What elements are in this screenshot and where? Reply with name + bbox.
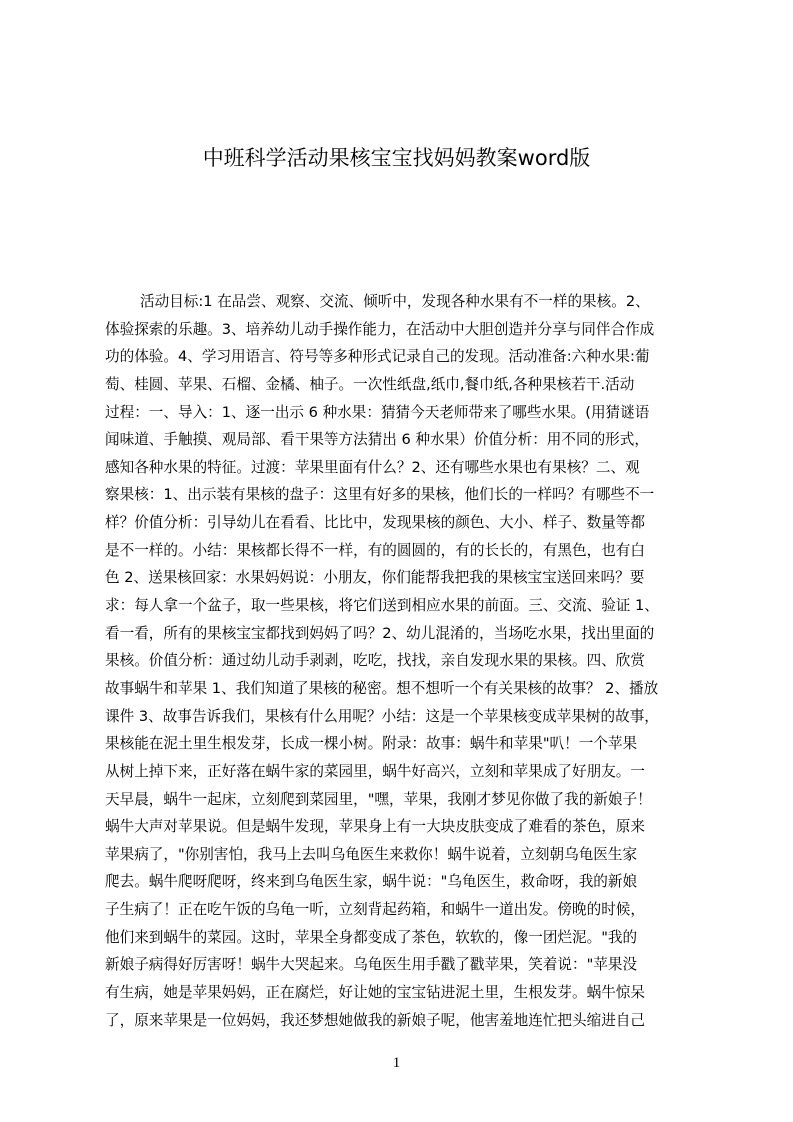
page-number: 1 [392, 1055, 401, 1071]
text-line: 他们来到蜗牛的菜园。这时，苹果全身都变成了茶色，软软的，像一团烂泥。"我的 [105, 928, 638, 946]
text-line: 故事蜗牛和苹果 1、我们知道了果核的秘密。想不想听一个有关果核的故事？ 2、播放 [105, 679, 659, 697]
text-line: 功的体验。4、学习用语言、符号等多种形式记录自己的发现。活动准备:六种水果:葡 [105, 348, 650, 366]
text-line: 蜗牛大声对苹果说。但是蜗牛发现，苹果身上有一大块皮肤变成了难看的茶色，原来 [105, 818, 645, 836]
text-line: 新娘子病得好厉害呀！蜗牛大哭起来。乌龟医生用手戳了戳苹果，笑着说："苹果没 [105, 956, 638, 974]
text-line: 果核。价值分析：通过幼儿动手剥剥，吃吃，找找，亲自发现水果的果核。四、欣赏 [105, 652, 645, 670]
text-line: 求：每人拿一个盆子，取一些果核，将它们送到相应水果的前面。三、交流、验证 1、 [105, 597, 659, 615]
text-line: 体验探索的乐趣。3、培养幼儿动手操作能力，在活动中大胆创造并分享与同伴合作成 [105, 320, 655, 338]
text-line: 子生病了！正在吃午饭的乌龟一听，立刻背起药箱，和蜗牛一道出发。傍晚的时候， [105, 901, 645, 919]
text-line: 样？价值分析：引导幼儿在看看、比比中，发现果核的颜色、大小、样子、数量等都 [105, 514, 645, 532]
text-line: 活动目标:1 在品尝、观察、交流、倾听中，发现各种水果有不一样的果核。2、 [140, 293, 650, 310]
text-line: 看一看，所有的果核宝宝都找到妈妈了吗？2、幼儿混淆的，当场吃水果，找出里面的 [105, 624, 655, 642]
text-line: 从树上掉下来，正好落在蜗牛家的菜园里，蜗牛好高兴，立刻和苹果成了好朋友。一 [105, 762, 645, 780]
text-line: 过程：一、导入：1、逐一出示 6 种水果：猜猜今天老师带来了哪些水果。(用猜谜语 [105, 403, 650, 421]
text-line: 有生病，她是苹果妈妈，正在腐烂，好让她的宝宝钻进泥土里，生根发芽。蜗牛惊呆 [105, 984, 645, 1002]
document-body [105, 288, 712, 1034]
text-line: 色 2、送果核回家：水果妈妈说：小朋友，你们能帮我把我的果核宝宝送回来吗？要 [105, 569, 645, 587]
text-line: 了，原来苹果是一位妈妈，我还梦想她做我的新娘子呢，他害羞地连忙把头缩进自己 [105, 1011, 645, 1029]
text-line: 爬去。蜗牛爬呀爬呀，终来到乌龟医生家，蜗牛说："乌龟医生，救命呀，我的新娘 [105, 873, 638, 891]
text-line: 闻味道、手触摸、观局部、看干果等方法猜出 6 种水果）价值分析：用不同的形式， [105, 431, 649, 449]
text-line: 课件 3、故事告诉我们，果核有什么用呢？小结：这是一个苹果核变成苹果树的故事， [105, 707, 659, 725]
text-line: 天早晨，蜗牛一起床，立刻爬到菜园里，"嘿，苹果，我刚才梦见你做了我的新娘子！ [105, 790, 652, 808]
text-line: 感知各种水果的特征。过渡：苹果里面有什么？2、还有哪些水果也有果核？二、观 [105, 458, 640, 476]
text-line: 苹果病了，"你别害怕，我马上去叫乌龟医生来救你！蜗牛说着，立刻朝乌龟医生家 [105, 845, 638, 863]
text-line: 萄、桂圆、苹果、石榴、金橘、柚子。一次性纸盘,纸巾,餐巾纸,各种果核若干.活动 [105, 375, 635, 393]
text-line: 察果核：1、出示装有果核的盘子：这里有好多的果核，他们长的一样吗？有哪些不一 [105, 486, 655, 504]
document-title: 中班科学活动果核宝宝找妈妈教案word版 [202, 146, 591, 170]
text-line: 是不一样的。小结：果核都长得不一样，有的圆圆的，有的长长的，有黑色，也有白 [105, 541, 645, 559]
text-line: 果核能在泥土里生根发芽，长成一棵小树。附录：故事：蜗牛和苹果"叭！一个苹果 [105, 735, 638, 753]
